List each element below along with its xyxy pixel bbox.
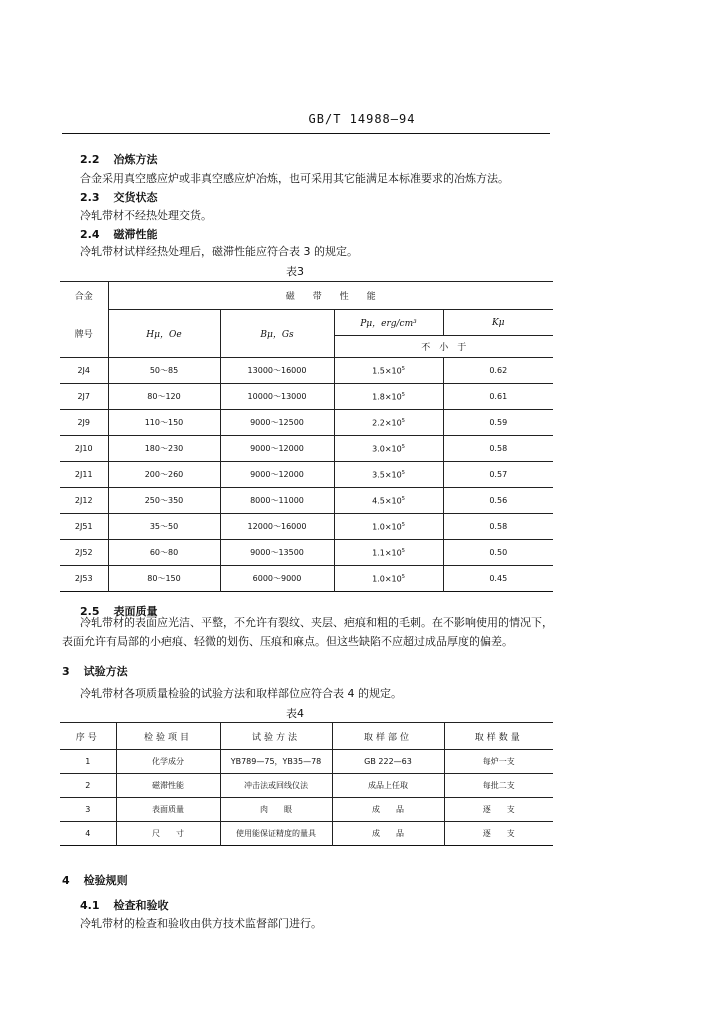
exponent: 5 [401,573,405,580]
exponent: 5 [401,469,405,476]
section-title: 试验方法 [83,665,128,678]
section-number: 3 [62,665,70,678]
exponent: 5 [401,521,405,528]
bu-cell-text: 6000～9000 [252,574,302,583]
section-4-heading [62,872,128,888]
bu-cell [220,462,334,488]
hu-cell [108,436,220,462]
hu-cell-text: 80～150 [147,574,181,583]
table-4-cell: 冲击法或回线仪法 [220,774,332,798]
section-2-5-line-2: 表面允许有局部的小疤痕、轻微的划伤、压痕和麻点。但这些缺陷不应超过成品厚度的偏差。 [62,635,513,648]
table-4-cell: 每炉一支 [444,750,553,774]
grade-cell [60,514,108,540]
grade-cell-text: 2J53 [74,574,93,583]
section-2-5-text [62,613,552,651]
hu-cell-text: 250～350 [144,496,184,505]
bu-cell [220,436,334,462]
section-number: 2.3 [80,191,100,204]
section-number: 2.4 [80,228,100,241]
bu-cell-text: 13000～16000 [247,366,307,375]
exponent: 5 [401,443,405,450]
exponent: 5 [401,365,405,372]
table-4-row [60,798,553,822]
bu-cell-text: 12000～16000 [247,522,307,531]
table-4-cell: 3 [60,798,116,822]
table-3-caption: 表3 [286,265,304,278]
pu-cell-text: 1.8×10 [372,392,402,402]
hu-cell-text: 180～230 [144,444,184,453]
hu-cell [108,410,220,436]
table-3-row [60,488,553,514]
grade-cell-text: 2J4 [77,366,91,375]
pu-cell-text: 4.5×10 [372,496,402,506]
section-2-2-heading [80,151,158,167]
bu-cell [220,566,334,592]
ku-cell-text: 0.50 [489,548,508,557]
pu-cell [334,488,443,514]
ku-cell [443,488,553,514]
table-4-caption: 表4 [286,707,304,720]
ku-cell-text: 0.61 [489,392,508,401]
alloy-header-top: 合金 [60,282,108,310]
bu-cell [220,384,334,410]
pu-cell-text: 1.1×10 [372,548,402,558]
ku-cell [443,358,553,384]
grade-cell [60,384,108,410]
hu-cell [108,566,220,592]
section-4-1-text: 冷轧带材的检查和验收由供方技术监督部门进行。 [80,917,322,930]
ku-cell-text: 0.59 [489,418,508,427]
grade-cell [60,436,108,462]
col-header-ku: Kμ [443,310,553,336]
table-4-cell: 磁滞性能 [116,774,220,798]
header-rule [62,133,550,134]
hu-cell-text: 35～50 [149,522,179,531]
bu-cell [220,488,334,514]
table-4-row [60,750,553,774]
ku-cell [443,410,553,436]
table-3-row [60,540,553,566]
table-4-cell: YB789—75，YB35—78 [220,750,332,774]
table-4-col-header: 取样数量 [444,723,553,750]
bu-cell [220,410,334,436]
table-4-cell: 化学成分 [116,750,220,774]
ku-cell [443,540,553,566]
pu-cell-text: 3.5×10 [372,470,402,480]
table-3-row [60,566,553,592]
ku-cell [443,462,553,488]
section-2-3-text: 冷轧带材不经热处理交货。 [80,209,212,222]
section-number: 4.1 [80,899,100,912]
section-2-5-line-1: 冷轧带材的表面应光洁、平整，不允许有裂纹、夹层、疤痕和粗的毛刺。在不影响使用的情况下， [80,616,553,629]
page-header: GB/T 14988—94 [308,112,416,126]
pu-cell-text: 1.0×10 [372,574,402,584]
table-4-row [60,774,553,798]
pu-cell [334,540,443,566]
table-3-row [60,384,553,410]
section-3-text: 冷轧带材各项质量检验的试验方法和取样部位应符合表 4 的规定。 [80,687,402,700]
table-4-cell: 逐 支 [444,822,553,846]
section-2-3-heading [80,189,158,205]
pu-cell [334,410,443,436]
exponent: 5 [401,391,405,398]
table-4-cell: 表面质量 [116,798,220,822]
bu-cell [220,514,334,540]
hu-cell-text: 80～120 [147,392,181,401]
ku-cell-text: 0.62 [489,366,508,375]
section-title: 冶炼方法 [113,153,158,166]
table-4-cell: 2 [60,774,116,798]
section-number: 2.2 [80,153,100,166]
section-title: 交货状态 [113,191,158,204]
table-4-col-header: 取样部位 [332,723,444,750]
table-4 [60,722,553,846]
hu-cell [108,462,220,488]
bu-cell-text: 9000～13500 [250,548,304,557]
grade-cell-text: 2J11 [74,470,93,479]
ku-cell-text: 0.58 [489,522,508,531]
pu-cell-text: 2.2×10 [372,418,402,428]
pu-cell-text: 1.0×10 [372,522,402,532]
ku-cell [443,514,553,540]
col-header-hu: Hμ，Oe [108,310,220,358]
ku-cell [443,384,553,410]
exponent: 5 [401,417,405,424]
hu-cell [108,488,220,514]
ku-cell [443,436,553,462]
alloy-header-bottom: 牌号 [74,329,93,340]
grade-cell-text: 2J52 [74,548,93,557]
table-4-cell: 成 品 [332,798,444,822]
hu-cell-text: 60～80 [149,548,179,557]
grade-cell [60,488,108,514]
section-3-heading [62,663,128,679]
grade-cell-text: 2J10 [74,444,93,453]
section-title: 检查和验收 [113,899,169,912]
bu-cell [220,540,334,566]
table-3-row [60,358,553,384]
pu-cell [334,358,443,384]
bu-cell [220,358,334,384]
section-title: 检验规则 [83,874,128,887]
section-2-4-text: 冷轧带材试样经热处理后，磁滞性能应符合表 3 的规定。 [80,245,358,258]
ku-cell-text: 0.45 [489,574,508,583]
grade-cell [60,410,108,436]
pu-cell [334,462,443,488]
table-3-row [60,462,553,488]
table-4-cell: 尺 寸 [116,822,220,846]
table-4-header-row [60,723,553,750]
col-header-pu: Pμ，erg/cm³ [334,310,443,336]
grade-cell [60,540,108,566]
exponent: 5 [401,495,405,502]
bu-cell-text: 9000～12000 [250,444,304,453]
hu-cell [108,514,220,540]
pu-cell [334,514,443,540]
hu-cell [108,540,220,566]
ku-cell [443,566,553,592]
table-3 [60,281,553,592]
hu-cell-text: 200～260 [144,470,184,479]
section-2-4-heading [80,226,158,242]
section-2-2-text: 合金采用真空感应炉或非真空感应炉冶炼，也可采用其它能满足本标准要求的冶炼方法。 [80,172,509,185]
table-4-cell: GB 222—63 [332,750,444,774]
ku-cell-text: 0.56 [489,496,508,505]
hu-cell-text: 50～85 [149,366,179,375]
table-4-cell: 1 [60,750,116,774]
bu-cell-text: 10000～13000 [247,392,307,401]
pu-cell [334,566,443,592]
pu-cell-text: 1.5×10 [372,366,402,376]
ku-cell-text: 0.57 [489,470,508,479]
section-title: 表面质量 [113,605,158,618]
bu-cell-text: 8000～11000 [250,496,304,505]
hu-cell [108,358,220,384]
table-3-row [60,436,553,462]
table-4-cell: 成 品 [332,822,444,846]
table-4-row [60,822,553,846]
hu-cell [108,384,220,410]
grade-cell-text: 2J7 [77,392,91,401]
section-title: 磁滞性能 [113,228,158,241]
grade-cell-text: 2J12 [74,496,93,505]
grade-cell [60,462,108,488]
table-4-cell: 成品上任取 [332,774,444,798]
grade-cell-text: 2J9 [77,418,91,427]
pu-cell-text: 3.0×10 [372,444,402,454]
grade-cell [60,358,108,384]
bu-cell-text: 9000～12000 [250,470,304,479]
pu-cell [334,384,443,410]
exponent: 5 [401,547,405,554]
table-4-col-header: 试验方法 [220,723,332,750]
table-3-row [60,514,553,540]
table-4-cell: 肉 眼 [220,798,332,822]
section-number: 2.5 [80,605,100,618]
table-3-row [60,410,553,436]
table-4-cell: 4 [60,822,116,846]
table-4-col-header: 序号 [60,723,116,750]
grade-cell-text: 2J51 [74,522,93,531]
hu-cell-text: 110～150 [144,418,184,427]
ku-cell-text: 0.58 [489,444,508,453]
grade-cell [60,566,108,592]
table-4-cell: 使用能保证精度的量具 [220,822,332,846]
bu-cell-text: 9000～12500 [250,418,304,427]
table-4-cell: 逐 支 [444,798,553,822]
min-value-header: 不 小 于 [334,336,553,358]
table-4-col-header: 检验项目 [116,723,220,750]
section-number: 4 [62,874,70,887]
pu-cell [334,436,443,462]
section-4-1-heading [80,897,169,913]
table-4-cell: 每批二支 [444,774,553,798]
hysteresis-group-header: 磁 带 性 能 [108,282,553,310]
col-header-bu: Bμ，Gs [220,310,334,358]
